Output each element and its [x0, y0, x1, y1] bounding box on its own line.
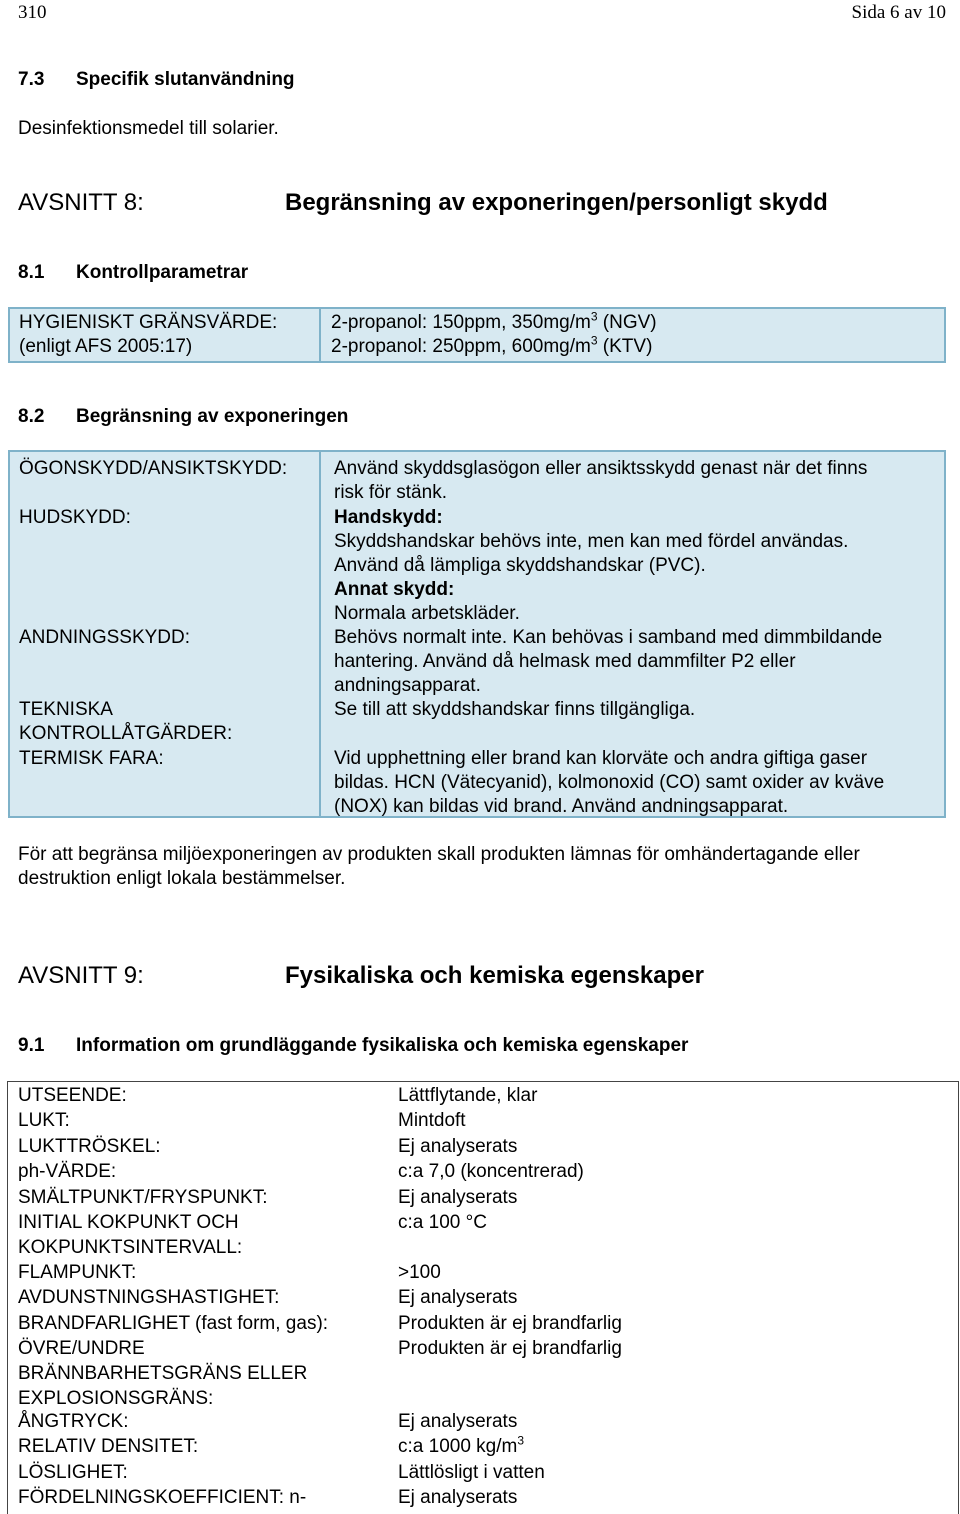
property-label: UTSEENDE:: [18, 1085, 127, 1106]
other-protection-heading: Annat skydd:: [334, 579, 455, 600]
section-title: Fysikaliska och kemiska egenskaper: [285, 962, 704, 989]
property-value: Ej analyserats: [398, 1487, 518, 1508]
value-eye-protection: Använd skyddsglasögon eller ansiktsskydd genast när det finns risk för stänk.: [334, 458, 868, 503]
box-divider: [319, 452, 321, 816]
property-value: Produkten är ej brandfarlig: [398, 1338, 622, 1359]
property-label: ÖVRE/UNDRE BRÄNNBARHETSGRÄNS ELLER EXPLOSIONSGRÄNS:: [18, 1338, 308, 1409]
property-label: SMÄLTPUNKT/FRYSPUNKT:: [18, 1187, 268, 1208]
page-number: 310: [18, 2, 47, 23]
section-9-heading: [18, 962, 948, 992]
hand-protection-heading: Handskydd:: [334, 507, 443, 528]
property-label: RELATIV DENSITET:: [18, 1436, 199, 1457]
subsection-number: 9.1: [18, 1035, 45, 1056]
subsection-7-3-heading: [18, 69, 295, 91]
value-thermal-hazard: Vid upphettning eller brand kan klorväte och andra giftiga gaser bildas. HCN (Vätecyanid), kolmonoxid (CO) samt oxider av kväve (NOX) kan bildas vid brand. Använd andningsapparat.: [334, 748, 885, 817]
property-label: ph-VÄRDE:: [18, 1161, 117, 1182]
section-label: AVSNITT 8:: [18, 189, 144, 216]
property-label: INITIAL KOKPUNKT OCH KOKPUNKTSINTERVALL:: [18, 1212, 243, 1258]
property-label: AVDUNSTNINGSHASTIGHET:: [18, 1287, 280, 1308]
property-value: Produkten är ej brandfarlig: [398, 1313, 622, 1334]
property-label: ÅNGTRYCK:: [18, 1411, 129, 1432]
section-8-heading: [18, 189, 948, 219]
exposure-limits-box: [8, 307, 946, 363]
property-label: LÖSLIGHET:: [18, 1462, 128, 1483]
property-label: FÖRDELNINGSKOEFFICIENT: n-: [18, 1487, 307, 1508]
property-value: Ej analyserats: [398, 1287, 518, 1308]
label-skin-protection: HUDSKYDD:: [19, 507, 131, 528]
subsection-number: 7.3: [18, 69, 45, 90]
property-label: FLAMPUNKT:: [18, 1262, 137, 1283]
subsection-title: Specifik slutanvändning: [76, 69, 295, 90]
limit-reference: (enligt AFS 2005:17): [19, 336, 193, 357]
subsection-number: 8.2: [18, 406, 45, 427]
property-label: LUKTTRÖSKEL:: [18, 1136, 161, 1157]
label-technical-controls: TEKNISKA KONTROLLÅTGÄRDER:: [19, 699, 233, 744]
environmental-exposure-text: För att begränsa miljöexponeringen av produkten skall produkten lämnas för omhändertagande eller destruktion enligt lokala bestämmelser.: [18, 844, 860, 889]
limit-ktv: 2-propanol: 250ppm, $600mg/m^3$ (KTV): [331, 333, 653, 357]
limit-value-cell: [331, 311, 657, 359]
property-value: Ej analyserats: [398, 1187, 518, 1208]
label-thermal-hazard: TERMISK FARA:: [19, 748, 164, 769]
section-title: Begränsning av exponeringen/personligt skydd: [285, 189, 828, 216]
subsection-title: Begränsning av exponeringen: [76, 406, 349, 427]
subsection-number: 8.1: [18, 262, 45, 283]
subsection-8-1-heading: [18, 262, 248, 284]
subsection-9-1-heading: [18, 1035, 688, 1057]
limit-label-cell: [19, 311, 277, 359]
property-value: Mintdoft: [398, 1110, 466, 1131]
subsection-title: Kontrollparametrar: [76, 262, 249, 283]
subsection-title: Information om grundläggande fysikaliska och kemiska egenskaper: [76, 1035, 689, 1056]
value-respiratory-protection: Behövs normalt inte. Kan behövas i samband med dimmbildande hantering. Använd då helmask med dammfilter P2 eller andningsapparat.: [334, 627, 883, 696]
box-divider: [319, 309, 321, 361]
property-label: LUKT:: [18, 1110, 70, 1131]
section-label: AVSNITT 9:: [18, 962, 144, 989]
intended-use-text: Desinfektionsmedel till solarier.: [18, 118, 279, 139]
value-technical-controls: Se till att skyddshandskar finns tillgängliga.: [334, 699, 696, 720]
property-value: c:a 1000 $kg/m^3$: [398, 1433, 525, 1457]
property-value: Ej analyserats: [398, 1136, 518, 1157]
property-value: Lättflytande, klar: [398, 1085, 538, 1106]
limit-ngv: 2-propanol: 150ppm, $350mg/m^3$ (NGV): [331, 309, 657, 333]
limit-label: HYGIENISKT GRÄNSVÄRDE:: [19, 312, 278, 333]
property-value: c:a 100 °C: [398, 1212, 487, 1233]
subsection-8-2-heading: [18, 406, 348, 428]
property-value: Lättlösligt i vatten: [398, 1462, 545, 1483]
property-value: >100: [398, 1262, 441, 1283]
value-skin-protection: Handskydd: Skyddshandskar behövs inte, men kan med fördel användas. Använd då lämpliga skyddshandskar (PVC). Annat skydd: Normala arbetskläder.: [334, 507, 849, 624]
label-eye-protection: ÖGONSKYDD/ANSIKTSKYDD:: [19, 458, 288, 479]
property-value: Ej analyserats: [398, 1411, 518, 1432]
page-of-indicator: Sida 6 av 10: [851, 2, 946, 23]
property-value: c:a 7,0 (koncentrerad): [398, 1161, 584, 1182]
property-label: BRANDFARLIGHET (fast form, gas):: [18, 1313, 329, 1334]
label-respiratory-protection: ANDNINGSSKYDD:: [19, 627, 191, 648]
exposure-controls-box: [8, 450, 946, 818]
